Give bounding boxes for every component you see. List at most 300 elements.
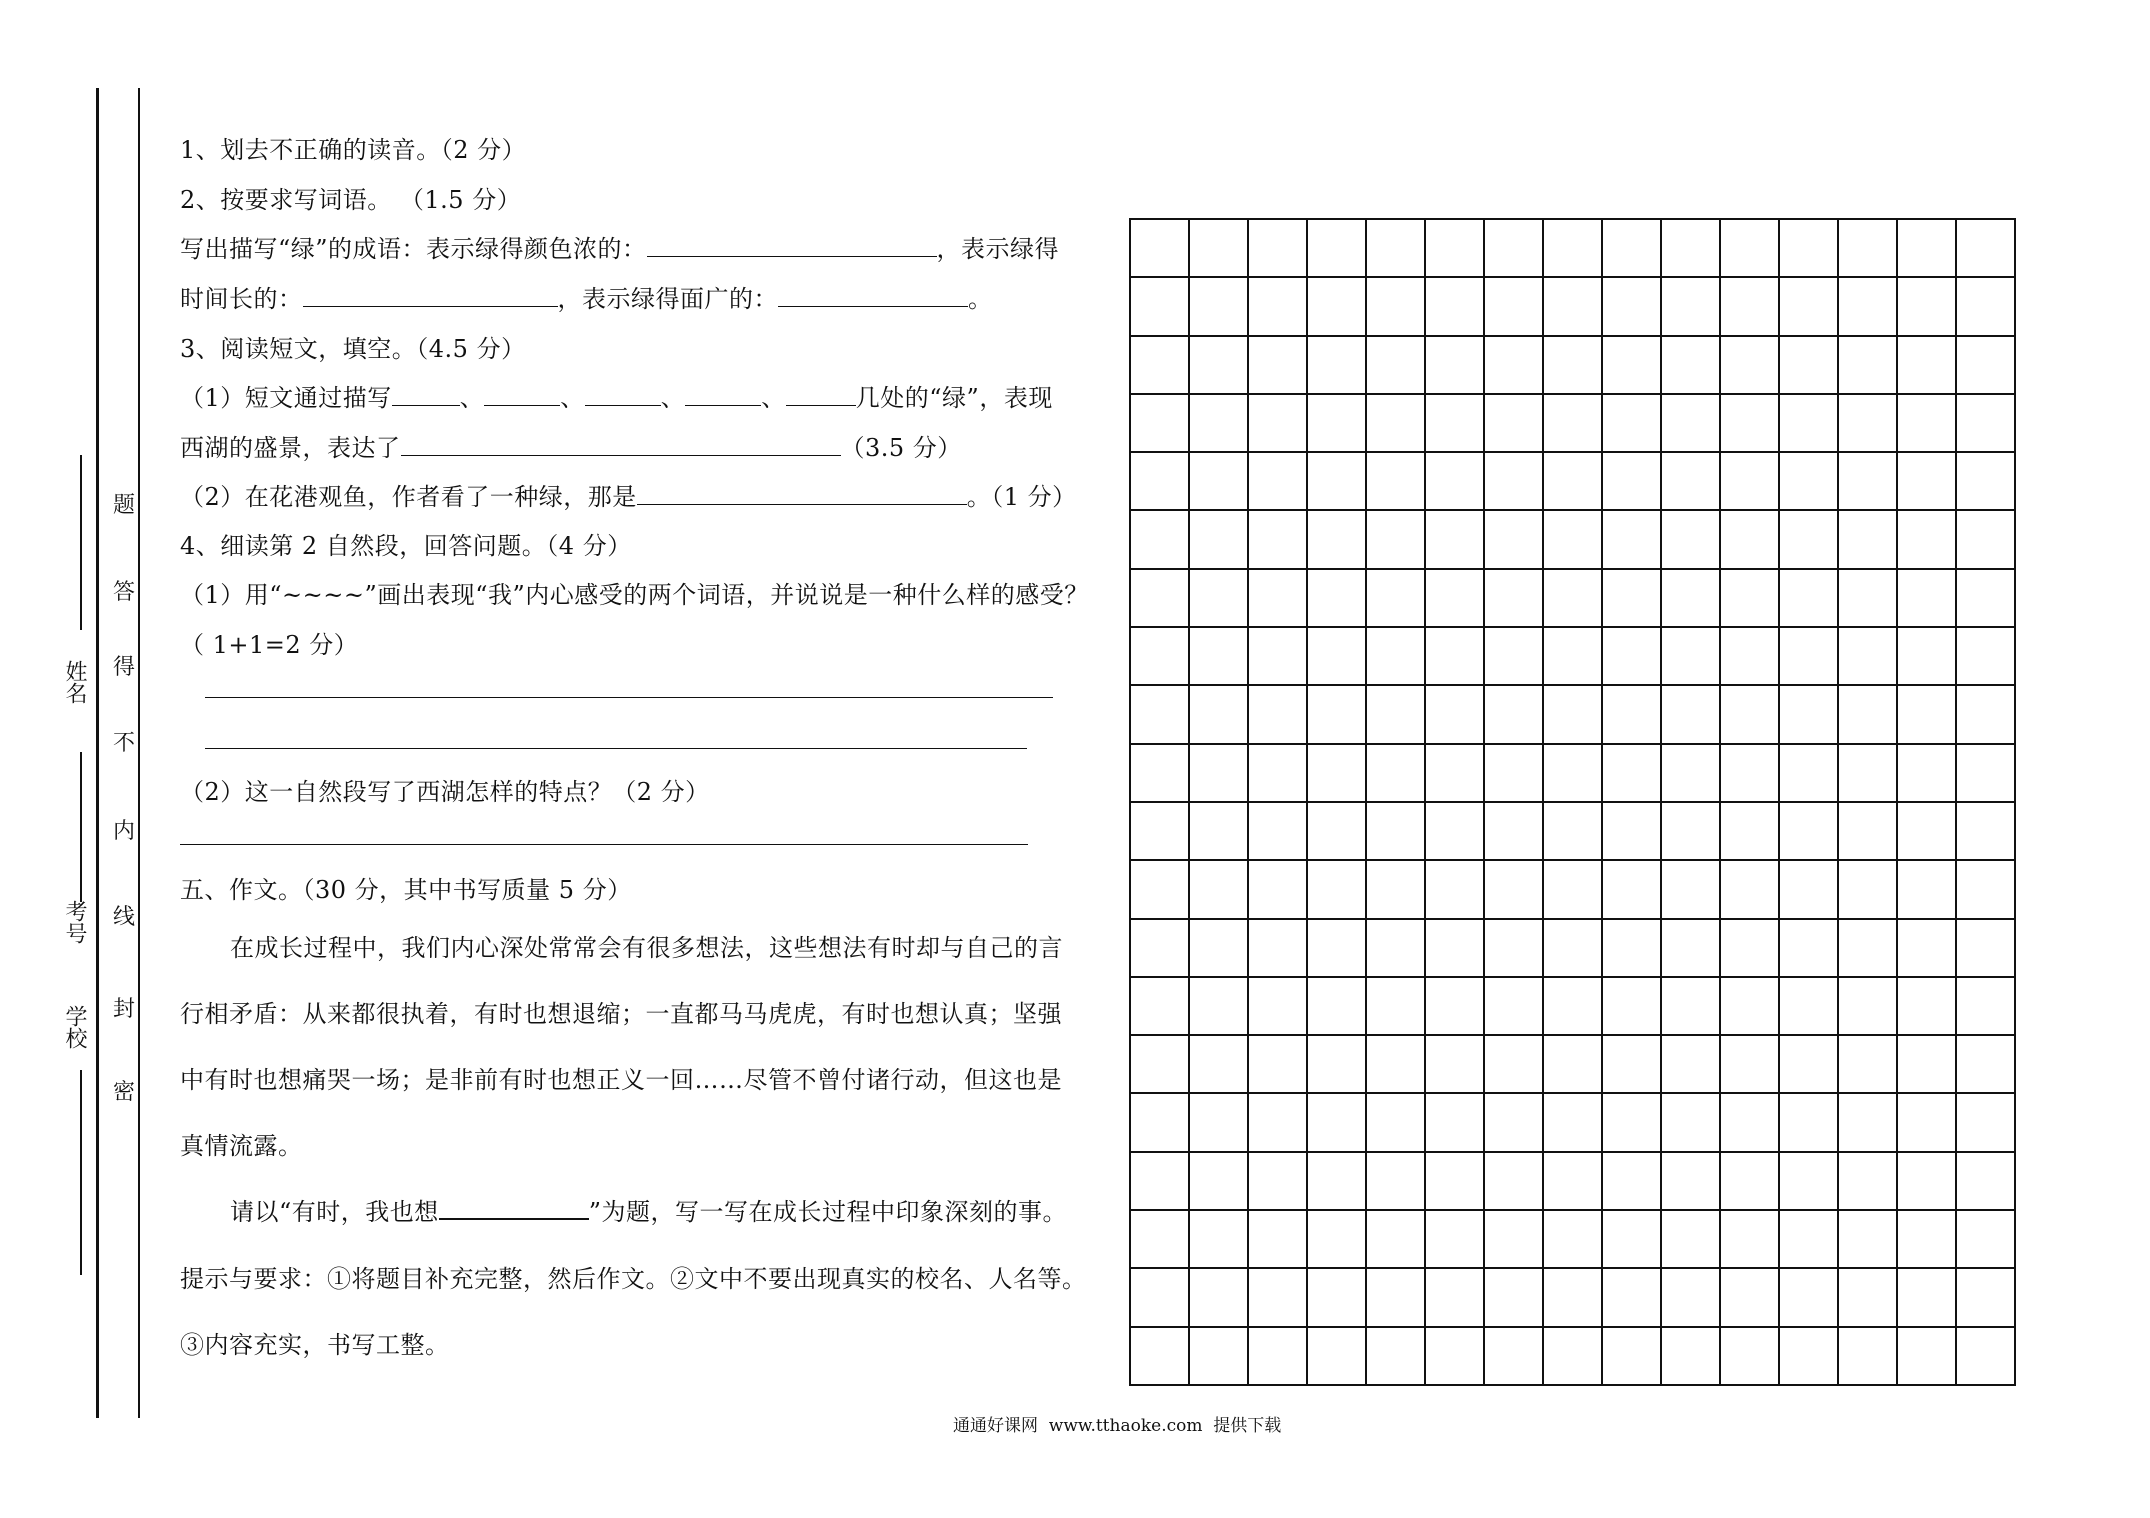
grid-cell[interactable] <box>1780 1153 1839 1211</box>
grid-cell[interactable] <box>1721 1036 1780 1094</box>
grid-cell[interactable] <box>1367 745 1426 803</box>
grid-cell[interactable] <box>1721 1269 1780 1327</box>
grid-cell[interactable] <box>1426 745 1485 803</box>
grid-cell[interactable] <box>1898 920 1957 978</box>
grid-cell[interactable] <box>1544 1328 1603 1386</box>
grid-cell[interactable] <box>1957 978 2016 1036</box>
grid-cell[interactable] <box>1190 1211 1249 1269</box>
grid-cell[interactable] <box>1485 803 1544 861</box>
grid-cell[interactable] <box>1839 686 1898 744</box>
grid-cell[interactable] <box>1308 278 1367 336</box>
grid-cell[interactable] <box>1249 920 1308 978</box>
grid-cell[interactable] <box>1780 745 1839 803</box>
grid-cell[interactable] <box>1603 745 1662 803</box>
grid-cell[interactable] <box>1662 745 1721 803</box>
grid-cell[interactable] <box>1898 570 1957 628</box>
grid-cell[interactable] <box>1131 686 1190 744</box>
grid-cell[interactable] <box>1898 1269 1957 1327</box>
writing-grid[interactable] <box>1129 218 2016 1386</box>
grid-cell[interactable] <box>1485 278 1544 336</box>
grid-cell[interactable] <box>1367 511 1426 569</box>
grid-cell[interactable] <box>1485 920 1544 978</box>
grid-cell[interactable] <box>1190 803 1249 861</box>
grid-cell[interactable] <box>1898 278 1957 336</box>
grid-cell[interactable] <box>1367 453 1426 511</box>
grid-cell[interactable] <box>1308 803 1367 861</box>
grid-cell[interactable] <box>1131 861 1190 919</box>
grid-cell[interactable] <box>1308 395 1367 453</box>
grid-cell[interactable] <box>1662 1153 1721 1211</box>
grid-cell[interactable] <box>1780 920 1839 978</box>
grid-cell[interactable] <box>1957 1328 2016 1386</box>
grid-cell[interactable] <box>1308 920 1367 978</box>
grid-cell[interactable] <box>1131 1153 1190 1211</box>
grid-cell[interactable] <box>1367 337 1426 395</box>
grid-cell[interactable] <box>1131 278 1190 336</box>
grid-cell[interactable] <box>1544 1094 1603 1152</box>
grid-cell[interactable] <box>1957 861 2016 919</box>
grid-cell[interactable] <box>1839 395 1898 453</box>
grid-cell[interactable] <box>1249 861 1308 919</box>
grid-cell[interactable] <box>1957 1094 2016 1152</box>
grid-cell[interactable] <box>1426 920 1485 978</box>
grid-cell[interactable] <box>1308 511 1367 569</box>
answer-blank[interactable] <box>392 383 460 406</box>
grid-cell[interactable] <box>1662 1036 1721 1094</box>
grid-cell[interactable] <box>1190 1269 1249 1327</box>
grid-cell[interactable] <box>1603 861 1662 919</box>
grid-cell[interactable] <box>1249 1153 1308 1211</box>
grid-cell[interactable] <box>1721 337 1780 395</box>
grid-cell[interactable] <box>1898 803 1957 861</box>
grid-cell[interactable] <box>1249 220 1308 278</box>
grid-cell[interactable] <box>1544 745 1603 803</box>
grid-cell[interactable] <box>1662 978 1721 1036</box>
grid-cell[interactable] <box>1957 570 2016 628</box>
grid-cell[interactable] <box>1898 395 1957 453</box>
grid-cell[interactable] <box>1249 745 1308 803</box>
grid-cell[interactable] <box>1544 395 1603 453</box>
grid-cell[interactable] <box>1957 920 2016 978</box>
grid-cell[interactable] <box>1249 1211 1308 1269</box>
grid-cell[interactable] <box>1367 1036 1426 1094</box>
grid-cell[interactable] <box>1426 1036 1485 1094</box>
grid-cell[interactable] <box>1544 220 1603 278</box>
grid-cell[interactable] <box>1662 1211 1721 1269</box>
grid-cell[interactable] <box>1898 453 1957 511</box>
grid-cell[interactable] <box>1308 686 1367 744</box>
grid-cell[interactable] <box>1308 1094 1367 1152</box>
grid-cell[interactable] <box>1485 337 1544 395</box>
grid-cell[interactable] <box>1131 337 1190 395</box>
answer-line[interactable] <box>205 697 1053 698</box>
grid-cell[interactable] <box>1957 1153 2016 1211</box>
grid-cell[interactable] <box>1485 1094 1544 1152</box>
grid-cell[interactable] <box>1957 395 2016 453</box>
grid-cell[interactable] <box>1426 453 1485 511</box>
grid-cell[interactable] <box>1662 686 1721 744</box>
grid-cell[interactable] <box>1190 861 1249 919</box>
grid-cell[interactable] <box>1780 278 1839 336</box>
grid-cell[interactable] <box>1780 511 1839 569</box>
grid-cell[interactable] <box>1426 861 1485 919</box>
grid-cell[interactable] <box>1603 1153 1662 1211</box>
grid-cell[interactable] <box>1839 628 1898 686</box>
grid-cell[interactable] <box>1249 1094 1308 1152</box>
grid-cell[interactable] <box>1544 1269 1603 1327</box>
grid-cell[interactable] <box>1839 920 1898 978</box>
grid-cell[interactable] <box>1426 1094 1485 1152</box>
grid-cell[interactable] <box>1662 1269 1721 1327</box>
grid-cell[interactable] <box>1662 511 1721 569</box>
grid-cell[interactable] <box>1308 337 1367 395</box>
grid-cell[interactable] <box>1603 511 1662 569</box>
grid-cell[interactable] <box>1308 1269 1367 1327</box>
grid-cell[interactable] <box>1721 278 1780 336</box>
grid-cell[interactable] <box>1839 1036 1898 1094</box>
grid-cell[interactable] <box>1898 1211 1957 1269</box>
grid-cell[interactable] <box>1898 337 1957 395</box>
grid-cell[interactable] <box>1603 337 1662 395</box>
grid-cell[interactable] <box>1957 337 2016 395</box>
grid-cell[interactable] <box>1603 628 1662 686</box>
grid-cell[interactable] <box>1249 686 1308 744</box>
grid-cell[interactable] <box>1662 1094 1721 1152</box>
grid-cell[interactable] <box>1249 978 1308 1036</box>
grid-cell[interactable] <box>1957 745 2016 803</box>
grid-cell[interactable] <box>1426 686 1485 744</box>
grid-cell[interactable] <box>1367 861 1426 919</box>
grid-cell[interactable] <box>1721 745 1780 803</box>
grid-cell[interactable] <box>1662 395 1721 453</box>
grid-cell[interactable] <box>1780 337 1839 395</box>
grid-cell[interactable] <box>1662 570 1721 628</box>
grid-cell[interactable] <box>1131 220 1190 278</box>
grid-cell[interactable] <box>1426 978 1485 1036</box>
grid-cell[interactable] <box>1131 511 1190 569</box>
grid-cell[interactable] <box>1662 337 1721 395</box>
grid-cell[interactable] <box>1190 745 1249 803</box>
grid-cell[interactable] <box>1721 920 1780 978</box>
grid-cell[interactable] <box>1780 628 1839 686</box>
grid-cell[interactable] <box>1898 1153 1957 1211</box>
grid-cell[interactable] <box>1780 395 1839 453</box>
grid-cell[interactable] <box>1544 686 1603 744</box>
grid-cell[interactable] <box>1839 1153 1898 1211</box>
grid-cell[interactable] <box>1957 1036 2016 1094</box>
grid-cell[interactable] <box>1898 1036 1957 1094</box>
grid-cell[interactable] <box>1544 453 1603 511</box>
grid-cell[interactable] <box>1426 278 1485 336</box>
grid-cell[interactable] <box>1957 220 2016 278</box>
grid-cell[interactable] <box>1721 395 1780 453</box>
grid-cell[interactable] <box>1426 511 1485 569</box>
grid-cell[interactable] <box>1485 570 1544 628</box>
grid-cell[interactable] <box>1780 861 1839 919</box>
grid-cell[interactable] <box>1367 278 1426 336</box>
grid-cell[interactable] <box>1485 1036 1544 1094</box>
answer-line[interactable] <box>180 844 1028 845</box>
grid-cell[interactable] <box>1308 1036 1367 1094</box>
grid-cell[interactable] <box>1249 278 1308 336</box>
grid-cell[interactable] <box>1249 1036 1308 1094</box>
grid-cell[interactable] <box>1544 1153 1603 1211</box>
grid-cell[interactable] <box>1367 628 1426 686</box>
grid-cell[interactable] <box>1249 337 1308 395</box>
grid-cell[interactable] <box>1839 1211 1898 1269</box>
grid-cell[interactable] <box>1367 395 1426 453</box>
grid-cell[interactable] <box>1367 220 1426 278</box>
grid-cell[interactable] <box>1308 745 1367 803</box>
grid-cell[interactable] <box>1426 1328 1485 1386</box>
answer-blank[interactable] <box>585 383 661 406</box>
grid-cell[interactable] <box>1485 745 1544 803</box>
grid-cell[interactable] <box>1662 803 1721 861</box>
grid-cell[interactable] <box>1485 511 1544 569</box>
grid-cell[interactable] <box>1662 861 1721 919</box>
grid-cell[interactable] <box>1721 978 1780 1036</box>
grid-cell[interactable] <box>1839 803 1898 861</box>
grid-cell[interactable] <box>1957 628 2016 686</box>
grid-cell[interactable] <box>1721 453 1780 511</box>
grid-cell[interactable] <box>1603 220 1662 278</box>
grid-cell[interactable] <box>1839 453 1898 511</box>
grid-cell[interactable] <box>1190 278 1249 336</box>
grid-cell[interactable] <box>1544 628 1603 686</box>
grid-cell[interactable] <box>1131 803 1190 861</box>
grid-cell[interactable] <box>1603 1328 1662 1386</box>
grid-cell[interactable] <box>1898 745 1957 803</box>
grid-cell[interactable] <box>1426 1269 1485 1327</box>
answer-blank[interactable] <box>685 383 761 406</box>
grid-cell[interactable] <box>1957 686 2016 744</box>
answer-blank[interactable] <box>778 284 968 307</box>
grid-cell[interactable] <box>1898 628 1957 686</box>
grid-cell[interactable] <box>1780 1036 1839 1094</box>
grid-cell[interactable] <box>1485 1269 1544 1327</box>
grid-cell[interactable] <box>1367 1094 1426 1152</box>
grid-cell[interactable] <box>1603 803 1662 861</box>
answer-blank[interactable] <box>303 284 558 307</box>
grid-cell[interactable] <box>1721 1153 1780 1211</box>
grid-cell[interactable] <box>1367 920 1426 978</box>
grid-cell[interactable] <box>1662 628 1721 686</box>
grid-cell[interactable] <box>1308 861 1367 919</box>
grid-cell[interactable] <box>1367 1211 1426 1269</box>
grid-cell[interactable] <box>1544 511 1603 569</box>
answer-blank[interactable] <box>786 383 856 406</box>
grid-cell[interactable] <box>1662 453 1721 511</box>
grid-cell[interactable] <box>1544 278 1603 336</box>
grid-cell[interactable] <box>1898 220 1957 278</box>
grid-cell[interactable] <box>1131 395 1190 453</box>
grid-cell[interactable] <box>1426 1153 1485 1211</box>
grid-cell[interactable] <box>1485 686 1544 744</box>
grid-cell[interactable] <box>1603 1094 1662 1152</box>
grid-cell[interactable] <box>1485 453 1544 511</box>
grid-cell[interactable] <box>1190 1153 1249 1211</box>
grid-cell[interactable] <box>1308 453 1367 511</box>
grid-cell[interactable] <box>1544 1211 1603 1269</box>
grid-cell[interactable] <box>1603 686 1662 744</box>
grid-cell[interactable] <box>1721 686 1780 744</box>
grid-cell[interactable] <box>1957 453 2016 511</box>
grid-cell[interactable] <box>1544 978 1603 1036</box>
grid-cell[interactable] <box>1308 570 1367 628</box>
grid-cell[interactable] <box>1485 395 1544 453</box>
grid-cell[interactable] <box>1485 1153 1544 1211</box>
grid-cell[interactable] <box>1190 1094 1249 1152</box>
grid-cell[interactable] <box>1898 1328 1957 1386</box>
essay-title-blank[interactable] <box>439 1196 589 1220</box>
grid-cell[interactable] <box>1426 395 1485 453</box>
grid-cell[interactable] <box>1662 278 1721 336</box>
grid-cell[interactable] <box>1721 1094 1780 1152</box>
grid-cell[interactable] <box>1603 570 1662 628</box>
grid-cell[interactable] <box>1249 803 1308 861</box>
grid-cell[interactable] <box>1721 220 1780 278</box>
grid-cell[interactable] <box>1603 453 1662 511</box>
grid-cell[interactable] <box>1131 745 1190 803</box>
grid-cell[interactable] <box>1190 395 1249 453</box>
grid-cell[interactable] <box>1426 220 1485 278</box>
grid-cell[interactable] <box>1839 861 1898 919</box>
grid-cell[interactable] <box>1957 803 2016 861</box>
grid-cell[interactable] <box>1544 337 1603 395</box>
grid-cell[interactable] <box>1131 1211 1190 1269</box>
grid-cell[interactable] <box>1898 686 1957 744</box>
grid-cell[interactable] <box>1367 686 1426 744</box>
grid-cell[interactable] <box>1721 1328 1780 1386</box>
grid-cell[interactable] <box>1839 1328 1898 1386</box>
grid-cell[interactable] <box>1898 511 1957 569</box>
grid-cell[interactable] <box>1131 1094 1190 1152</box>
grid-cell[interactable] <box>1780 1211 1839 1269</box>
grid-cell[interactable] <box>1249 1328 1308 1386</box>
grid-cell[interactable] <box>1485 978 1544 1036</box>
grid-cell[interactable] <box>1308 1211 1367 1269</box>
grid-cell[interactable] <box>1839 745 1898 803</box>
grid-cell[interactable] <box>1485 1211 1544 1269</box>
grid-cell[interactable] <box>1839 1094 1898 1152</box>
grid-cell[interactable] <box>1131 1036 1190 1094</box>
grid-cell[interactable] <box>1839 511 1898 569</box>
grid-cell[interactable] <box>1190 570 1249 628</box>
grid-cell[interactable] <box>1249 453 1308 511</box>
grid-cell[interactable] <box>1190 978 1249 1036</box>
grid-cell[interactable] <box>1721 570 1780 628</box>
grid-cell[interactable] <box>1249 511 1308 569</box>
grid-cell[interactable] <box>1721 511 1780 569</box>
grid-cell[interactable] <box>1721 803 1780 861</box>
grid-cell[interactable] <box>1190 686 1249 744</box>
grid-cell[interactable] <box>1839 278 1898 336</box>
grid-cell[interactable] <box>1190 1328 1249 1386</box>
grid-cell[interactable] <box>1426 628 1485 686</box>
grid-cell[interactable] <box>1485 861 1544 919</box>
grid-cell[interactable] <box>1839 978 1898 1036</box>
grid-cell[interactable] <box>1721 628 1780 686</box>
grid-cell[interactable] <box>1603 1211 1662 1269</box>
grid-cell[interactable] <box>1544 920 1603 978</box>
grid-cell[interactable] <box>1249 628 1308 686</box>
grid-cell[interactable] <box>1662 1328 1721 1386</box>
grid-cell[interactable] <box>1544 861 1603 919</box>
grid-cell[interactable] <box>1190 628 1249 686</box>
grid-cell[interactable] <box>1957 278 2016 336</box>
grid-cell[interactable] <box>1957 511 2016 569</box>
grid-cell[interactable] <box>1190 337 1249 395</box>
grid-cell[interactable] <box>1190 220 1249 278</box>
answer-blank[interactable] <box>637 482 967 505</box>
grid-cell[interactable] <box>1190 511 1249 569</box>
grid-cell[interactable] <box>1603 920 1662 978</box>
grid-cell[interactable] <box>1603 1036 1662 1094</box>
grid-cell[interactable] <box>1898 861 1957 919</box>
grid-cell[interactable] <box>1603 278 1662 336</box>
grid-cell[interactable] <box>1485 1328 1544 1386</box>
grid-cell[interactable] <box>1190 1036 1249 1094</box>
grid-cell[interactable] <box>1721 1211 1780 1269</box>
grid-cell[interactable] <box>1426 570 1485 628</box>
grid-cell[interactable] <box>1367 978 1426 1036</box>
grid-cell[interactable] <box>1544 570 1603 628</box>
answer-line[interactable] <box>205 748 1027 749</box>
grid-cell[interactable] <box>1839 337 1898 395</box>
grid-cell[interactable] <box>1603 978 1662 1036</box>
grid-cell[interactable] <box>1780 686 1839 744</box>
grid-cell[interactable] <box>1780 1328 1839 1386</box>
grid-cell[interactable] <box>1308 1153 1367 1211</box>
grid-cell[interactable] <box>1839 220 1898 278</box>
answer-blank[interactable] <box>484 383 560 406</box>
grid-cell[interactable] <box>1249 570 1308 628</box>
grid-cell[interactable] <box>1780 1269 1839 1327</box>
grid-cell[interactable] <box>1780 978 1839 1036</box>
grid-cell[interactable] <box>1308 220 1367 278</box>
grid-cell[interactable] <box>1190 453 1249 511</box>
grid-cell[interactable] <box>1367 803 1426 861</box>
grid-cell[interactable] <box>1544 1036 1603 1094</box>
grid-cell[interactable] <box>1780 570 1839 628</box>
grid-cell[interactable] <box>1131 1269 1190 1327</box>
grid-cell[interactable] <box>1131 920 1190 978</box>
grid-cell[interactable] <box>1131 1328 1190 1386</box>
grid-cell[interactable] <box>1662 920 1721 978</box>
grid-cell[interactable] <box>1839 1269 1898 1327</box>
grid-cell[interactable] <box>1426 803 1485 861</box>
grid-cell[interactable] <box>1898 1094 1957 1152</box>
answer-blank[interactable] <box>401 433 841 456</box>
grid-cell[interactable] <box>1898 978 1957 1036</box>
grid-cell[interactable] <box>1308 978 1367 1036</box>
grid-cell[interactable] <box>1131 570 1190 628</box>
grid-cell[interactable] <box>1957 1211 2016 1269</box>
grid-cell[interactable] <box>1308 1328 1367 1386</box>
grid-cell[interactable] <box>1131 978 1190 1036</box>
grid-cell[interactable] <box>1957 1269 2016 1327</box>
grid-cell[interactable] <box>1485 628 1544 686</box>
grid-cell[interactable] <box>1426 337 1485 395</box>
grid-cell[interactable] <box>1485 220 1544 278</box>
answer-blank[interactable] <box>647 234 937 257</box>
grid-cell[interactable] <box>1131 628 1190 686</box>
grid-cell[interactable] <box>1780 803 1839 861</box>
grid-cell[interactable] <box>1721 861 1780 919</box>
grid-cell[interactable] <box>1603 1269 1662 1327</box>
grid-cell[interactable] <box>1190 920 1249 978</box>
grid-cell[interactable] <box>1603 395 1662 453</box>
